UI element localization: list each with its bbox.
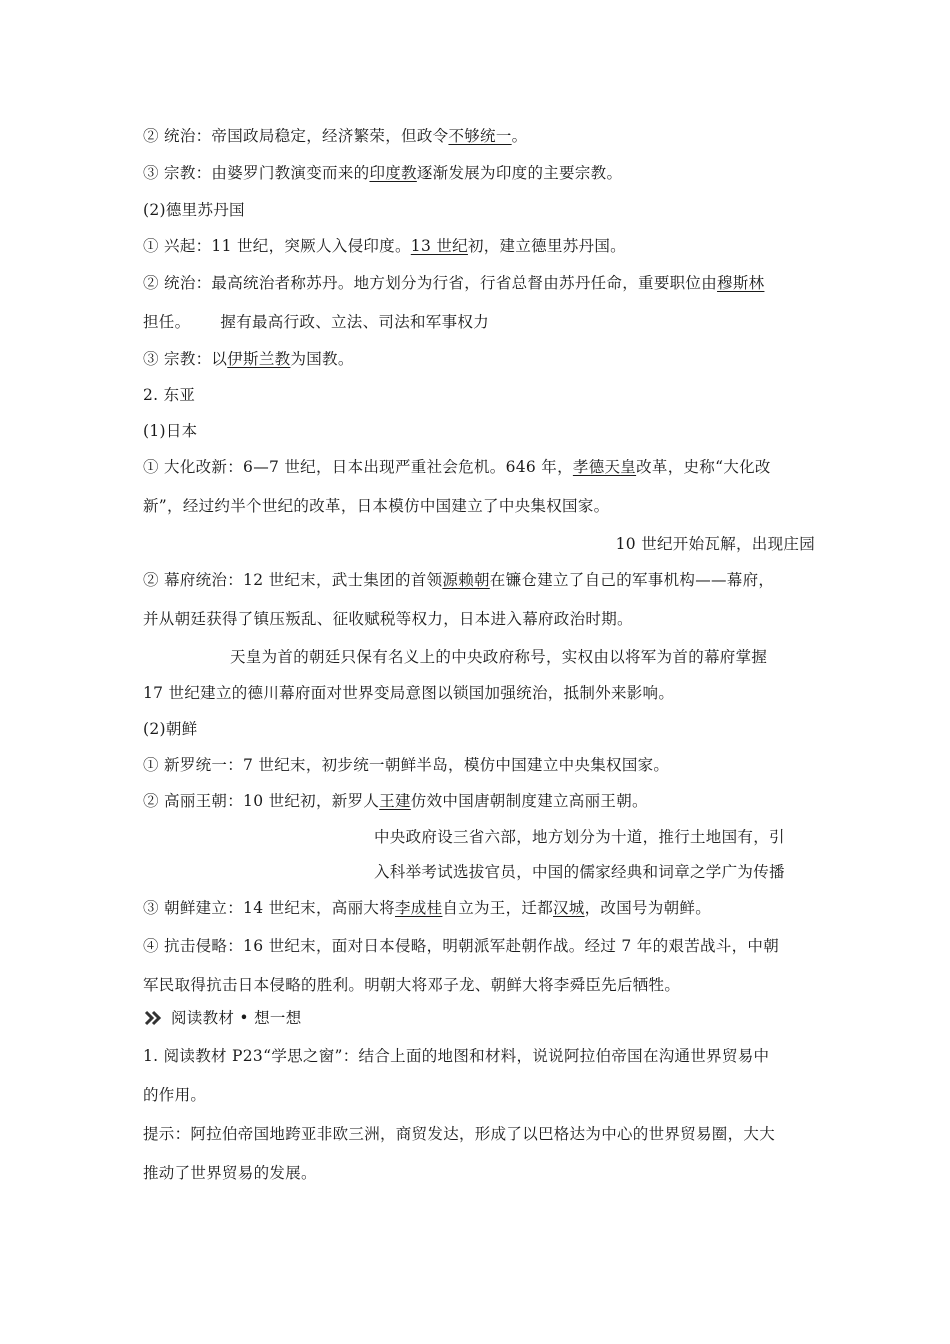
underlined-term: 穆斯林 xyxy=(717,274,765,292)
underlined-term: 印度教 xyxy=(369,164,417,182)
korea-goryeo-line: ② 高丽王朝：10 世纪初，新罗人王建仿效中国唐朝制度建立高丽王朝。 xyxy=(143,792,648,810)
japan-shogunate-line: ② 幕府统治：12 世纪末，武士集团的首领源赖朝在镰仓建立了自己的军事机构——幕府， xyxy=(143,571,775,589)
korea-title: (2)朝鲜 xyxy=(143,720,198,738)
delhi-title: (2)德里苏丹国 xyxy=(143,201,245,219)
underlined-term: 李成桂 xyxy=(394,899,443,917)
korea-silla-line: ① 新罗统一：7 世纪末，初步统一朝鲜半岛，模仿中国建立中央集权国家。 xyxy=(143,756,670,774)
double-chevron-right-icon xyxy=(143,1008,165,1028)
japan-taika-line: ① 大化改新：6—7 世纪，日本出现严重社会危机。646 年，孝德天皇改革，史称“大化改 xyxy=(143,458,771,476)
margin-note: 10 世纪开始瓦解，出现庄园 xyxy=(615,535,815,553)
hint-continued: 推动了世界贸易的发展。 xyxy=(143,1164,317,1182)
underlined-term: 孝德天皇 xyxy=(572,458,637,476)
japan-shogunate-continued: 并从朝廷获得了镇压叛乱、征收赋税等权力，日本进入幕府政治时期。 xyxy=(143,610,633,628)
india-religion-line: ③ 宗教：由婆罗门教演变而来的印度教逐渐发展为印度的主要宗教。 xyxy=(143,164,623,182)
korea-joseon-line: ③ 朝鲜建立：14 世纪末，高丽大将李成桂自立为王，迁都汉城，改国号为朝鲜。 xyxy=(143,899,712,917)
margin-note: 握有最高行政、立法、司法和军事权力 xyxy=(220,313,490,331)
reading-section-header xyxy=(143,1008,815,1028)
underlined-term: 13 世纪 xyxy=(410,237,468,255)
delhi-rule-continued: 担任。 握有最高行政、立法、司法和军事权力 xyxy=(143,313,490,331)
margin-note: 入科举考试选拔官员，中国的儒家经典和词章之学广为传播 xyxy=(374,863,785,881)
east-asia-title: 2. 东亚 xyxy=(143,386,196,404)
reading-question-line: 1. 阅读教材 P23“学思之窗”：结合上面的地图和材料，说说阿拉伯帝国在沟通世界贸易中 xyxy=(143,1047,770,1065)
delhi-rule-line: ② 统治：最高统治者称苏丹。地方划分为行省，行省总督由苏丹任命，重要职位由穆斯林 xyxy=(143,274,765,292)
underlined-term: 伊斯兰教 xyxy=(227,350,291,368)
korea-resistance-continued: 军民取得抗击日本侵略的胜利。明朝大将邓子龙、朝鲜大将李舜臣先后牺牲。 xyxy=(143,976,681,994)
underlined-term: 汉城 xyxy=(553,899,585,917)
margin-note: 天皇为首的朝廷只保有名义上的中央政府称号，实权由以将军为首的幕府掌握 xyxy=(230,648,768,666)
underlined-term: 源赖朝 xyxy=(442,571,490,589)
hint-line: 提示：阿拉伯帝国地跨亚非欧三洲，商贸发达，形成了以巴格达为中心的世界贸易圈，大大 xyxy=(143,1125,776,1143)
delhi-religion-line: ③ 宗教：以伊斯兰教为国教。 xyxy=(143,350,354,368)
margin-note: 中央政府设三省六部，地方划分为十道，推行土地国有，引 xyxy=(374,828,785,846)
japan-title: (1)日本 xyxy=(143,422,198,440)
reading-question-continued: 的作用。 xyxy=(143,1086,207,1104)
underlined-term: 不够统一 xyxy=(448,127,512,145)
japan-tokugawa-line: 17 世纪建立的德川幕府面对世界变局意图以锁国加强统治，抵制外来影响。 xyxy=(143,684,675,702)
india-rule-line: ② 统治：帝国政局稳定，经济繁荣，但政令不够统一。 xyxy=(143,127,528,145)
underlined-term: 王建 xyxy=(379,792,411,810)
japan-taika-continued: 新”，经过约半个世纪的改革，日本模仿中国建立了中央集权国家。 xyxy=(143,497,610,515)
reading-section-title: 阅读教材 • 想一想 xyxy=(171,1009,302,1027)
delhi-rise-line: ① 兴起：11 世纪，突厥人入侵印度。13 世纪初，建立德里苏丹国。 xyxy=(143,237,626,255)
korea-resistance-line: ④ 抗击侵略：16 世纪末，面对日本侵略，明朝派军赴朝作战。经过 7 年的艰苦战斗，中朝 xyxy=(143,937,779,955)
